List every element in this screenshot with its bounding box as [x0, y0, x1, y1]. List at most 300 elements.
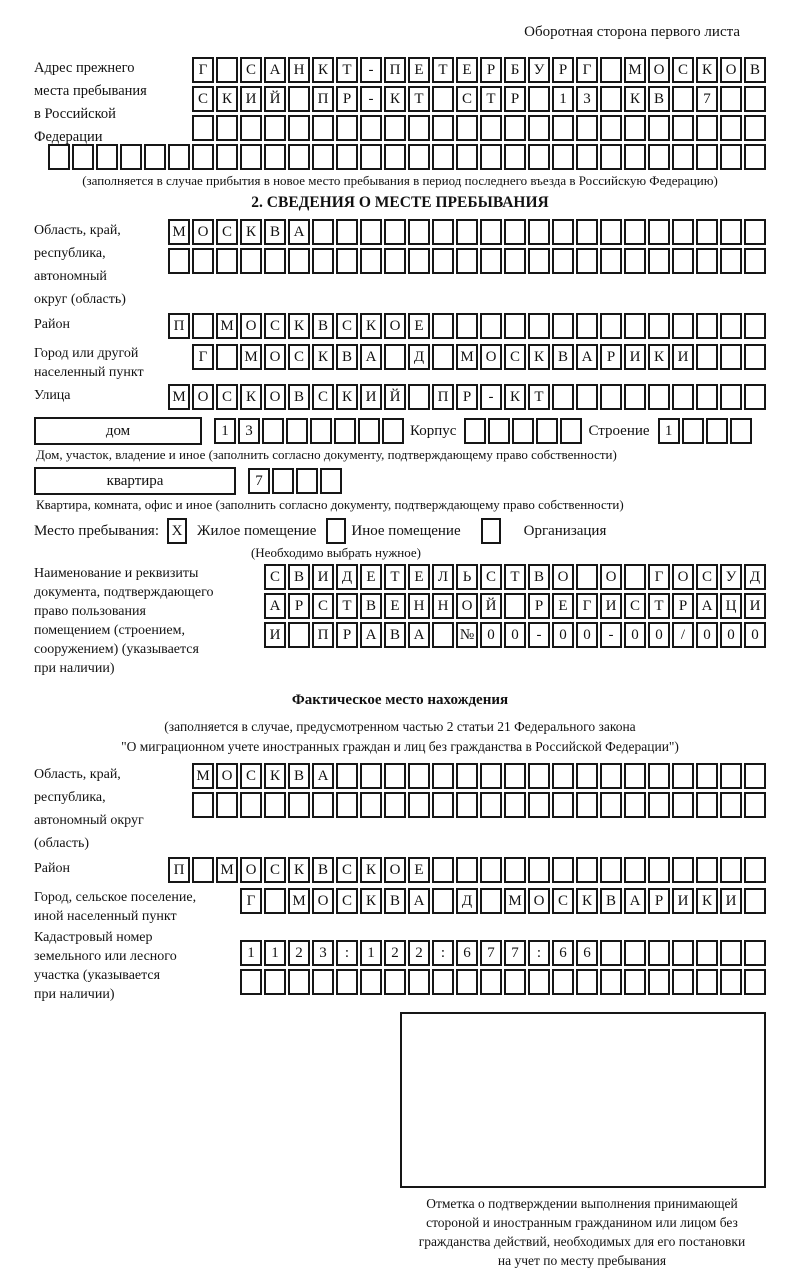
option-label-other-premises: Иное помещение [351, 522, 461, 539]
char-cell [432, 86, 454, 112]
char-cell [624, 763, 646, 789]
char-cell [600, 313, 622, 339]
char-cell [744, 763, 766, 789]
char-cell [744, 792, 766, 818]
char-cell: О [264, 344, 286, 370]
char-cell: Г [240, 888, 262, 914]
char-cell: И [672, 888, 694, 914]
char-cell: К [576, 888, 598, 914]
char-cell [730, 418, 752, 444]
char-cell: Е [408, 857, 430, 883]
house-caption: Дом, участок, владение и иное (заполнить согласно документу, подтверждающему право собственности) [36, 447, 617, 462]
char-cell: О [216, 763, 238, 789]
char-cell: С [264, 564, 286, 590]
char-cell [624, 144, 646, 170]
char-cell: 1 [214, 418, 236, 444]
checkbox-organization [481, 518, 501, 544]
char-cell [312, 792, 334, 818]
actual-region-label [34, 763, 190, 855]
char-cell [264, 969, 286, 995]
char-cell [720, 969, 742, 995]
char-cell [576, 248, 598, 274]
char-cell [720, 248, 742, 274]
char-cell: 0 [480, 622, 502, 648]
region-row-2 [166, 248, 766, 274]
char-cell [456, 792, 478, 818]
actual-district-row [166, 857, 766, 883]
char-cell [192, 313, 214, 339]
char-cell: Т [648, 593, 670, 619]
char-cell [528, 313, 550, 339]
char-cell [744, 384, 766, 410]
char-cell: В [288, 763, 310, 789]
char-cell [408, 384, 430, 410]
city-row [190, 344, 766, 370]
char-cell [576, 792, 598, 818]
korpus-label: Корпус [410, 422, 457, 439]
char-cell [672, 115, 694, 141]
char-cell [408, 248, 430, 274]
actual-district-rows [166, 857, 766, 886]
char-cell: - [480, 384, 502, 410]
char-cell [192, 857, 214, 883]
char-cell [624, 219, 646, 245]
char-cell: В [312, 313, 334, 339]
char-cell [216, 344, 238, 370]
char-cell [336, 763, 358, 789]
char-cell [408, 115, 430, 141]
char-cell [360, 248, 382, 274]
char-cell [480, 313, 502, 339]
char-cell [288, 115, 310, 141]
char-cell: С [504, 344, 526, 370]
char-cell [480, 857, 502, 883]
char-cell: О [720, 57, 742, 83]
char-cell: К [504, 384, 526, 410]
char-cell: П [312, 86, 334, 112]
char-cell: С [336, 313, 358, 339]
char-cell [408, 219, 430, 245]
char-cell: А [408, 888, 430, 914]
char-cell [336, 792, 358, 818]
char-cell: 1 [360, 940, 382, 966]
char-cell [216, 792, 238, 818]
char-cell: С [288, 344, 310, 370]
char-cell [240, 248, 262, 274]
char-cell [240, 969, 262, 995]
char-cell: - [360, 86, 382, 112]
char-cell [624, 564, 646, 590]
char-cell: В [600, 888, 622, 914]
stroenie-cells [656, 418, 752, 444]
city-group [0, 344, 800, 382]
char-cell [720, 857, 742, 883]
char-cell [624, 384, 646, 410]
char-cell [682, 418, 704, 444]
char-cell: Р [600, 344, 622, 370]
char-cell: С [672, 57, 694, 83]
char-cell [456, 857, 478, 883]
char-cell [528, 144, 550, 170]
char-cell: Г [576, 57, 598, 83]
char-cell: - [528, 622, 550, 648]
char-cell [240, 792, 262, 818]
char-cell [600, 792, 622, 818]
page-side-note: Оборотная сторона первого листа [524, 24, 740, 40]
char-cell [648, 313, 670, 339]
checkbox-other-premises [326, 518, 346, 544]
char-cell [408, 144, 430, 170]
char-cell [696, 940, 718, 966]
char-cell: Т [504, 564, 526, 590]
char-cell: Е [552, 593, 574, 619]
label-line: автономный [34, 269, 107, 284]
char-cell: К [360, 888, 382, 914]
char-cell [432, 792, 454, 818]
char-cell: 7 [696, 86, 718, 112]
char-cell: М [168, 384, 190, 410]
char-cell [744, 344, 766, 370]
street-label: Улица [34, 388, 71, 403]
char-cell [312, 144, 334, 170]
cadastre-row-1 [238, 940, 766, 966]
char-cell [600, 248, 622, 274]
section2-title: 2. СВЕДЕНИЯ О МЕСТЕ ПРЕБЫВАНИЯ [251, 194, 549, 211]
char-cell [648, 219, 670, 245]
char-cell: Т [384, 564, 406, 590]
char-cell [624, 115, 646, 141]
char-cell [720, 313, 742, 339]
char-cell [384, 969, 406, 995]
char-cell [360, 144, 382, 170]
char-cell [432, 888, 454, 914]
char-cell: Н [432, 593, 454, 619]
char-cell [672, 219, 694, 245]
char-cell: А [312, 763, 334, 789]
char-cell [432, 344, 454, 370]
char-cell: К [288, 857, 310, 883]
char-cell: Р [648, 888, 670, 914]
char-cell: П [384, 57, 406, 83]
char-cell [528, 115, 550, 141]
char-cell [552, 115, 574, 141]
char-cell [504, 969, 526, 995]
actual-region-row-2 [190, 792, 766, 818]
char-cell [552, 144, 574, 170]
char-cell: Р [336, 86, 358, 112]
char-cell: 0 [624, 622, 646, 648]
house-row [0, 417, 800, 445]
cadastre-row-2 [238, 969, 766, 995]
char-cell [648, 144, 670, 170]
char-cell [288, 248, 310, 274]
char-cell [536, 418, 558, 444]
char-cell: К [264, 763, 286, 789]
ownership-document-label [34, 564, 262, 678]
char-cell [552, 219, 574, 245]
char-cell [744, 313, 766, 339]
char-cell [336, 144, 358, 170]
char-cell: С [192, 86, 214, 112]
char-cell: О [192, 384, 214, 410]
char-cell: А [696, 593, 718, 619]
char-cell [600, 57, 622, 83]
char-cell [576, 763, 598, 789]
char-cell [504, 763, 526, 789]
char-cell [720, 86, 742, 112]
char-cell: Д [408, 344, 430, 370]
district-row [166, 313, 766, 339]
char-cell [600, 857, 622, 883]
char-cell [744, 888, 766, 914]
char-cell: Г [192, 57, 214, 83]
region-row-1 [166, 219, 766, 245]
char-cell [696, 763, 718, 789]
char-cell [696, 248, 718, 274]
char-cell: - [600, 622, 622, 648]
char-cell [696, 969, 718, 995]
label-line: при наличии) [34, 661, 115, 676]
char-cell [272, 468, 294, 494]
char-cell: И [720, 888, 742, 914]
char-cell: О [480, 344, 502, 370]
char-cell: 2 [288, 940, 310, 966]
char-cell [480, 115, 502, 141]
char-cell: С [480, 564, 502, 590]
char-cell [672, 763, 694, 789]
district-label: Район [34, 317, 70, 332]
char-cell: А [288, 219, 310, 245]
char-cell [504, 144, 526, 170]
char-cell [672, 940, 694, 966]
char-cell [672, 384, 694, 410]
char-cell: В [744, 57, 766, 83]
char-cell [720, 144, 742, 170]
char-cell [504, 313, 526, 339]
char-cell [528, 219, 550, 245]
char-cell: Е [384, 593, 406, 619]
char-cell: Б [504, 57, 526, 83]
char-cell: 2 [384, 940, 406, 966]
apartment-box-label: квартира [34, 467, 236, 495]
char-cell: Р [672, 593, 694, 619]
actual-region-group [0, 763, 800, 855]
apartment-row [0, 467, 800, 495]
stroenie-label: Строение [588, 422, 650, 439]
char-cell: Г [648, 564, 670, 590]
document-row-3 [262, 622, 766, 648]
char-cell [648, 763, 670, 789]
char-cell: П [168, 857, 190, 883]
char-cell: Й [264, 86, 286, 112]
char-cell: Т [480, 86, 502, 112]
char-cell: 0 [744, 622, 766, 648]
label-line: сооружением) (указывается [34, 642, 199, 657]
char-cell [264, 888, 286, 914]
char-cell [600, 384, 622, 410]
char-cell [288, 622, 310, 648]
char-cell: К [312, 57, 334, 83]
char-cell: М [168, 219, 190, 245]
char-cell [384, 763, 406, 789]
char-cell [480, 888, 502, 914]
char-cell: С [696, 564, 718, 590]
stamp-caption [382, 1194, 782, 1270]
char-cell: О [528, 888, 550, 914]
char-cell: О [240, 313, 262, 339]
char-cell: Р [456, 384, 478, 410]
char-cell: О [552, 564, 574, 590]
char-cell: : [528, 940, 550, 966]
char-cell [432, 622, 454, 648]
char-cell [192, 144, 214, 170]
char-cell: К [360, 857, 382, 883]
label-line: Город или другой [34, 346, 139, 361]
actual-city-rows [238, 888, 766, 917]
label-line: Наименование и реквизиты [34, 566, 199, 581]
char-cell: Р [504, 86, 526, 112]
label-line: Город, сельское поселение, [34, 890, 197, 905]
char-cell: К [696, 57, 718, 83]
char-cell [672, 313, 694, 339]
char-cell [216, 248, 238, 274]
label-line: при наличии) [34, 987, 115, 1002]
char-cell [512, 418, 534, 444]
char-cell [504, 115, 526, 141]
char-cell [334, 418, 356, 444]
char-cell [360, 969, 382, 995]
actual-city-group [0, 888, 800, 926]
char-cell [432, 763, 454, 789]
stay-type-note: (Необходимо выбрать нужное) [250, 545, 422, 560]
char-cell [648, 857, 670, 883]
char-cell: К [216, 86, 238, 112]
char-cell [192, 248, 214, 274]
char-cell [336, 969, 358, 995]
prev-address-label [34, 57, 194, 149]
char-cell [336, 219, 358, 245]
char-cell [576, 564, 598, 590]
label-line: земельного или лесного [34, 949, 177, 964]
street-rows [166, 384, 766, 413]
char-cell [576, 144, 598, 170]
char-cell: : [432, 940, 454, 966]
char-cell: С [552, 888, 574, 914]
char-cell [168, 248, 190, 274]
label-line: право пользования [34, 604, 146, 619]
char-cell: Ц [720, 593, 742, 619]
char-cell [408, 792, 430, 818]
label-line: Федерации [34, 129, 103, 145]
char-cell: Е [408, 57, 430, 83]
char-cell [720, 763, 742, 789]
char-cell: А [360, 344, 382, 370]
char-cell: У [528, 57, 550, 83]
char-cell [744, 940, 766, 966]
char-cell [384, 248, 406, 274]
document-row-2 [262, 593, 766, 619]
char-cell [528, 792, 550, 818]
actual-location-title: Фактическое место нахождения [291, 692, 509, 708]
char-cell [696, 857, 718, 883]
label-line: округ (область) [34, 292, 126, 307]
char-cell [528, 763, 550, 789]
char-cell [296, 468, 318, 494]
caption-line: Отметка о подтверждении выполнения принимающей [426, 1196, 738, 1211]
char-cell [360, 792, 382, 818]
char-cell: П [312, 622, 334, 648]
char-cell: Л [432, 564, 454, 590]
char-cell [696, 792, 718, 818]
char-cell: 0 [552, 622, 574, 648]
label-line: в Российской [34, 106, 116, 122]
char-cell: Д [744, 564, 766, 590]
char-cell [312, 969, 334, 995]
char-cell: Е [456, 57, 478, 83]
char-cell [672, 86, 694, 112]
char-cell [624, 248, 646, 274]
char-cell [528, 969, 550, 995]
actual-city-label [34, 888, 238, 926]
char-cell [744, 969, 766, 995]
char-cell [336, 115, 358, 141]
char-cell [720, 792, 742, 818]
char-cell: К [696, 888, 718, 914]
char-cell: В [648, 86, 670, 112]
char-cell [320, 468, 342, 494]
char-cell: А [576, 344, 598, 370]
char-cell: К [312, 344, 334, 370]
char-cell [672, 969, 694, 995]
char-cell: Г [576, 593, 598, 619]
char-cell: Е [360, 564, 382, 590]
caption-line: на учет по месту пребывания [497, 1253, 667, 1268]
region-label [34, 219, 166, 311]
char-cell [720, 219, 742, 245]
char-cell [744, 219, 766, 245]
char-cell: - [360, 57, 382, 83]
caption-line: стороной и иностранным гражданином или лицом без [426, 1215, 738, 1230]
char-cell [552, 313, 574, 339]
char-cell [600, 219, 622, 245]
char-cell: О [384, 857, 406, 883]
char-cell [744, 144, 766, 170]
char-cell: Н [288, 57, 310, 83]
char-cell [264, 144, 286, 170]
char-cell [456, 763, 478, 789]
cadastre-group [0, 928, 800, 1004]
char-cell [576, 115, 598, 141]
char-cell [576, 969, 598, 995]
char-cell [576, 384, 598, 410]
char-cell: В [552, 344, 574, 370]
char-cell [216, 57, 238, 83]
district-rows [166, 313, 766, 342]
char-cell: 0 [504, 622, 526, 648]
char-cell [216, 144, 238, 170]
char-cell [432, 313, 454, 339]
char-cell: 3 [576, 86, 598, 112]
char-cell [384, 792, 406, 818]
char-cell: 6 [456, 940, 478, 966]
char-cell [600, 763, 622, 789]
char-cell: 7 [504, 940, 526, 966]
char-cell: О [672, 564, 694, 590]
label-line: Адрес прежнего [34, 60, 135, 76]
char-cell: И [240, 86, 262, 112]
char-cell: К [336, 384, 358, 410]
char-cell: Р [528, 593, 550, 619]
